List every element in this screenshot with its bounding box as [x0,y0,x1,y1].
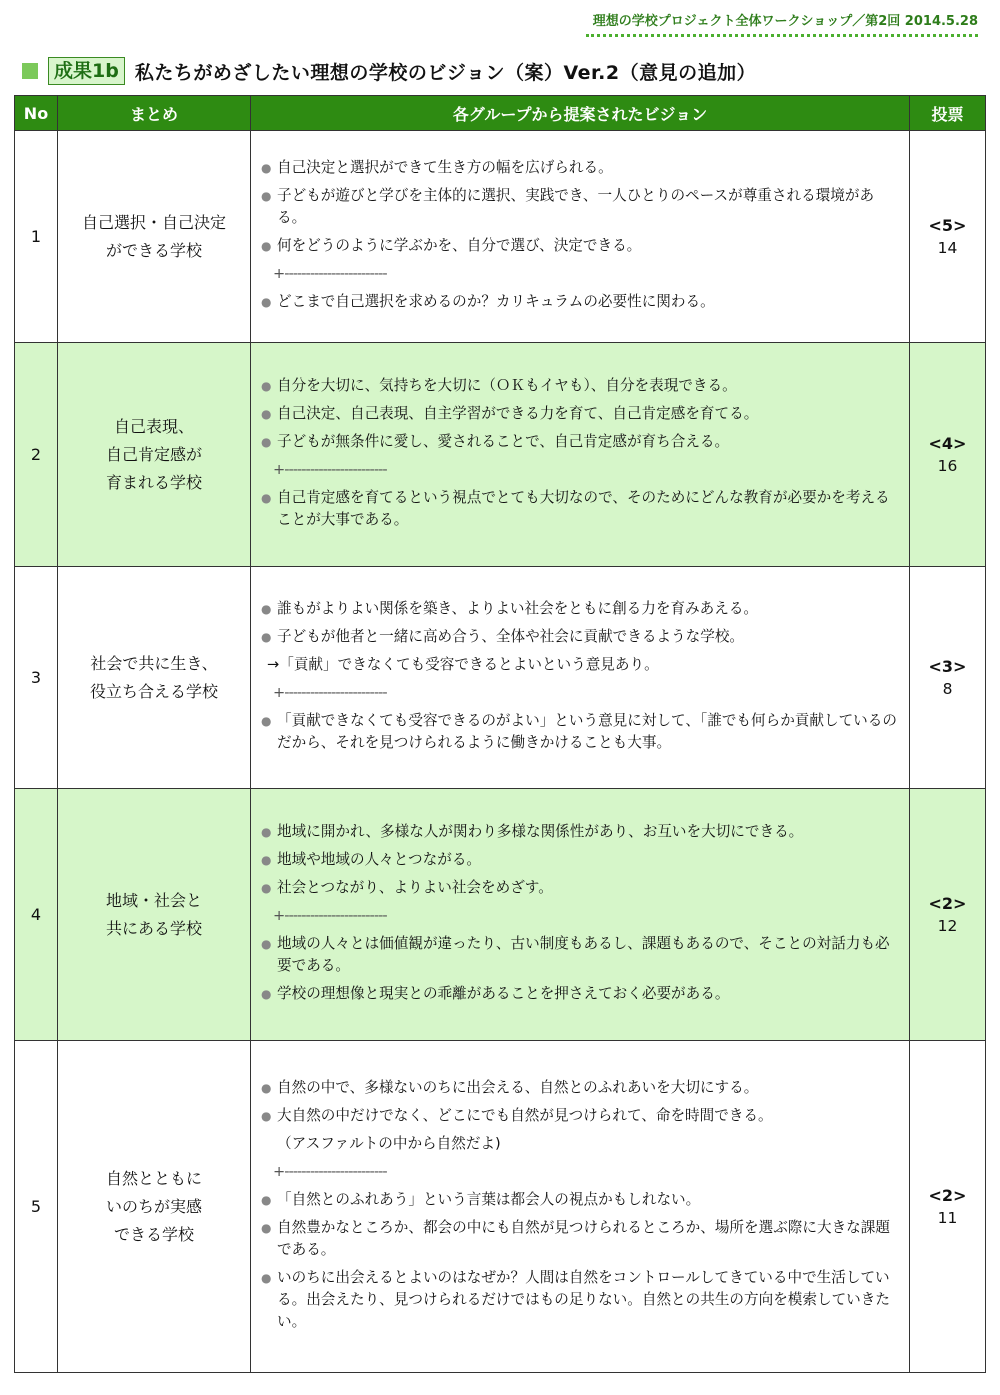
vision-item: ● 地域や地域の人々とつながる。 [261,849,899,871]
bullet-icon: ● [261,1271,272,1285]
vote-count: 12 [937,916,958,935]
vision-item: ● 子どもが他者と一緒に高め合う、全体や社会に貢献できるような学校。 [261,626,899,648]
table-row [15,131,986,343]
bullet-icon: ● [261,714,272,728]
table-row [15,1041,986,1373]
row-vision [251,567,910,789]
separator: +------------------------ [273,684,387,701]
summary-line: 自己表現、 [113,416,194,436]
bullet-icon: ● [261,161,272,175]
row-summary [58,789,251,1041]
title-row [22,56,980,86]
opinion-item: ● 地域の人々とは価値観が違ったり、古い制度もあるし、課題もあるので、そことの対話力も必要である。 [261,933,899,977]
header-vote: 投票 [910,96,986,131]
row-vote [910,1041,986,1373]
page-title: 私たちがめざしたい理想の学校のビジョン（案）Ver.2（意見の追加） [134,61,757,84]
row-number: 3 [15,567,58,789]
table-header-row [15,96,986,131]
title-tag: 成果1b [48,57,125,85]
vision-table [14,95,986,1373]
separator: +------------------------ [273,461,387,478]
bullet-icon: ● [261,1081,272,1095]
opinion-item: ● 「自然とのふれあう」という言葉は都会人の視点かもしれない。 [261,1189,899,1211]
summary-line: 自然とともに [105,1168,202,1188]
row-summary [58,343,251,567]
arrow-note: →「貢献」できなくても受容できるとよいという意見あり。 [267,656,659,673]
bullet-icon: ● [261,189,272,203]
vote-rank: <2> [928,1185,967,1205]
bullet-icon: ● [261,881,272,895]
opinion-item: ● 「貢献できなくても受容できるのがよい」という意見に対して、「誰でも何らか貢献しているのだから、それを見つけられるように働きかけることも大事。 [261,710,899,754]
vote-rank: <3> [928,656,967,676]
summary-line: 自己選択・自己決定 [81,212,226,232]
opinion-item: ● 自然豊かなところか、都会の中にも自然が見つけられるところか、場所を選ぶ際に大きな課題である。 [261,1217,899,1261]
row-summary [58,131,251,343]
bullet-icon: ● [261,602,272,616]
header-vision: 各グループから提案されたビジョン [251,96,910,131]
separator: +------------------------ [273,1163,387,1180]
row-number: 1 [15,131,58,343]
row-vote [910,131,986,343]
header-no: No [15,96,58,131]
bullet-icon: ● [261,825,272,839]
row-vote [910,567,986,789]
vision-item: ● 大自然の中だけでなく、どこにでも自然が見つけられて、命を時間できる。 [261,1105,899,1127]
sub-note: （アスファルトの中から自然だよ) [277,1135,501,1152]
vision-item: ● 自己決定、自己表現、自主学習ができる力を育て、自己肯定感を育てる。 [261,403,899,425]
bullet-icon: ● [261,407,272,421]
vote-count: 16 [937,456,958,475]
row-vision [251,1041,910,1373]
row-vote [910,343,986,567]
bullet-icon: ● [261,853,272,867]
vision-item: ● 子どもが遊びと学びを主体的に選択、実践でき、一人ひとりのペースが尊重される環境がある。 [261,185,899,229]
vision-item: ● 誰もがよりよい関係を築き、よりよい社会をともに創る力を育みあえる。 [261,598,899,620]
bullet-icon: ● [261,937,272,951]
opinion-item: ● 自己肯定感を育てるという視点でとても大切なので、そのためにどんな教育が必要かを考えることが大事である。 [261,487,899,531]
summary-line: 育まれる学校 [105,472,202,492]
vision-item: ● 自己決定と選択ができて生き方の幅を広げられる。 [261,157,899,179]
summary-line: ができる学校 [105,240,202,260]
table-row [15,343,986,567]
header-summary: まとめ [58,96,251,131]
summary-line: いのちが実感 [105,1196,202,1216]
vision-item: ● 自分を大切に、気持ちを大切に（ＯＫもイヤも）、自分を表現できる。 [261,375,899,397]
row-vision [251,789,910,1041]
row-vote [910,789,986,1041]
bullet-icon: ● [261,1109,272,1123]
summary-line: できる学校 [113,1224,194,1244]
vote-count: 14 [937,238,958,257]
table-row [15,567,986,789]
square-bullet-icon [22,63,38,79]
separator: +------------------------ [273,907,387,924]
summary-line: 地域・社会と [105,890,202,910]
separator: +------------------------ [273,265,387,282]
bullet-icon: ● [261,987,272,1001]
vision-item: ● 地域に開かれ、多様な人が関わり多様な関係性があり、お互いを大切にできる。 [261,821,899,843]
row-number: 5 [15,1041,58,1373]
row-number: 2 [15,343,58,567]
bullet-icon: ● [261,1221,272,1235]
summary-line: 共にある学校 [105,918,202,938]
vision-item: ● 自然の中で、多様ないのちに出会える、自然とのふれあいを大切にする。 [261,1077,899,1099]
vote-rank: <4> [928,433,967,453]
vision-item: ● 何をどうのように学ぶかを、自分で選び、決定できる。 [261,235,899,257]
bullet-icon: ● [261,435,272,449]
bullet-icon: ● [261,379,272,393]
vote-rank: <5> [928,215,967,235]
header-dotted-rule [586,34,978,37]
opinion-item: ● どこまで自己選択を求めるのか？カリキュラムの必要性に関わる。 [261,291,899,313]
row-number: 4 [15,789,58,1041]
vision-item: ● 子どもが無条件に愛し、愛されることで、自己肯定感が育ち合える。 [261,431,899,453]
opinion-item: ● 学校の理想像と現実との乖離があることを押さえておく必要がある。 [261,983,899,1005]
bullet-icon: ● [261,1193,272,1207]
bullet-icon: ● [261,491,272,505]
vote-rank: <2> [928,893,967,913]
row-vision [251,131,910,343]
row-summary [58,1041,251,1373]
row-vision [251,343,910,567]
opinion-item: ● いのちに出会えるとよいのはなぜか？人間は自然をコントロールしてきている中で生活している。出会えたり、見つけられるだけではもの足りない。自然との共生の方向を模索していきたい。 [261,1267,899,1333]
row-summary [58,567,251,789]
summary-line: 社会で共に生き、 [90,653,218,673]
header-text: 理想の学校プロジェクト全体ワークショップ／第2回 2014.5.28 [592,14,978,29]
vision-item: ● 社会とつながり、よりよい社会をめざす。 [261,877,899,899]
bullet-icon: ● [261,630,272,644]
table-row [15,789,986,1041]
vote-count: 8 [942,679,953,698]
bullet-icon: ● [261,295,272,309]
vote-count: 11 [937,1208,958,1227]
summary-line: 自己肯定感が [105,444,202,464]
bullet-icon: ● [261,239,272,253]
summary-line: 役立ち合える学校 [89,681,218,701]
